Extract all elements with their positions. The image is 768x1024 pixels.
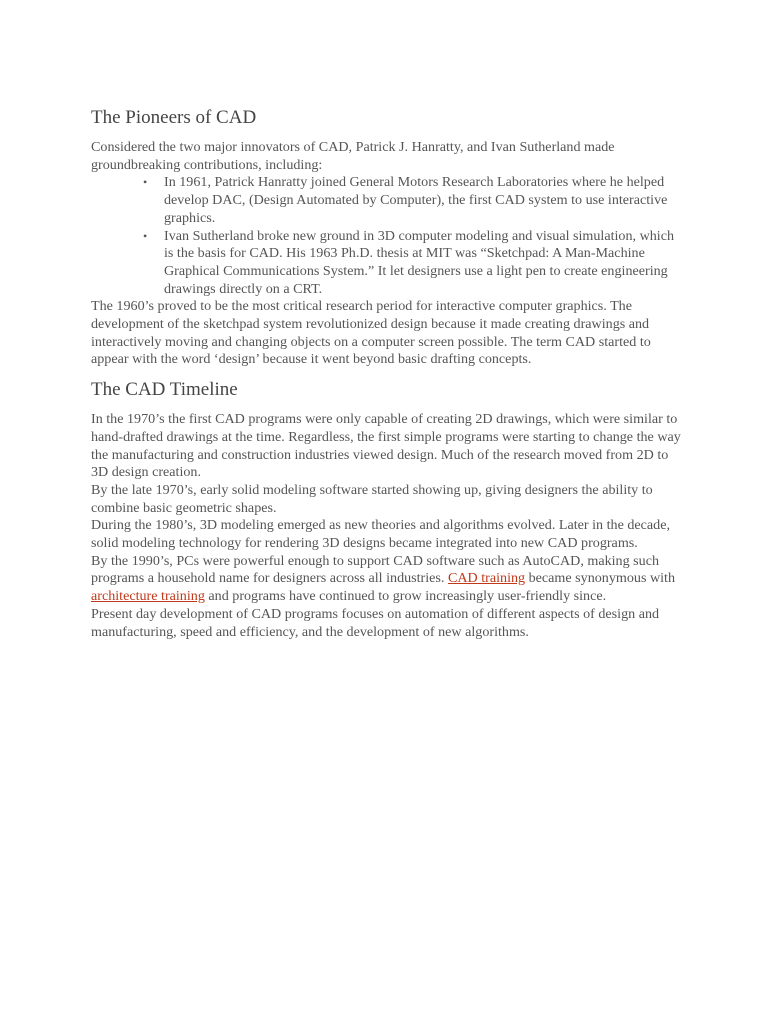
bullet-icon: • bbox=[143, 175, 148, 190]
document-page bbox=[91, 106, 681, 641]
text-1990s-end: and programs have continued to grow increasingly user-friendly since. bbox=[204, 588, 607, 605]
bullet-icon: • bbox=[143, 228, 148, 243]
list-item bbox=[143, 227, 681, 299]
paragraph-1990s bbox=[91, 553, 681, 606]
paragraph-late-1970s: By the late 1970’s, early solid modeling software started showing up, giving designers the ability to combine basic geometric shapes. bbox=[91, 481, 653, 516]
text-1990s-middle: became synonymous with bbox=[525, 570, 676, 587]
list-item bbox=[143, 174, 681, 227]
intro-paragraph: Considered the two major innovators of CAD, Patrick J. Hanratty, and Ivan Sutherland made groundbreaking contributions, including: bbox=[91, 139, 615, 173]
paragraph-1980s: During the 1980’s, 3D modeling emerged as new theories and algorithms evolved. Later in the decade, solid modeling technology for rendering 3D designs became integrated into new CAD programs. bbox=[91, 517, 670, 552]
innovators-bullet-list bbox=[91, 174, 681, 298]
paragraph-1970s: In the 1970’s the first CAD programs were only capable of creating 2D drawings, which were similar to hand-drafted drawings at the time. Regardless, the first simple programs were starting to change the way the manufacturing and construction industries viewed design. Much of the research moved from 2D to 3D design creation. bbox=[91, 411, 681, 481]
heading-cad-timeline: The CAD Timeline bbox=[91, 379, 238, 401]
architecture-training-link[interactable]: architecture training bbox=[91, 588, 205, 605]
bullet-text-sutherland: Ivan Sutherland broke new ground in 3D computer modeling and visual simulation, which is the basis for CAD. His 1963 Ph.D. thesis at MIT was “Sketchpad: A Man-Machine Graphical Communications System.” It let designers use a light pen to create engineering drawings directly on a CRT. bbox=[164, 227, 675, 297]
closing-paragraph-1960s: The 1960’s proved to be the most critical research period for interactive computer graphics. The development of the sketchpad system revolutionized design because it made creating drawings and interactively moving and changing objects on a computer screen possible. The term CAD started to appear with the word ‘design’ because it went beyond basic drafting concepts. bbox=[91, 298, 651, 368]
bullet-text-hanratty: In 1961, Patrick Hanratty joined General Motors Research Laboratories where he helped develop DAC, (Design Automated by Computer), the first CAD system to use interactive graphics. bbox=[164, 174, 668, 226]
cad-training-link[interactable]: CAD training bbox=[447, 570, 526, 587]
text-1990s-start: By the 1990’s, PCs were powerful enough to support CAD software such as AutoCAD, making such programs a household name for designers across all industries. bbox=[91, 552, 659, 587]
heading-pioneers-of-cad: The Pioneers of CAD bbox=[91, 107, 257, 128]
paragraph-present-day: Present day development of CAD programs focuses on automation of different aspects of design and manufacturing, speed and efficiency, and the development of new algorithms. bbox=[91, 605, 660, 640]
